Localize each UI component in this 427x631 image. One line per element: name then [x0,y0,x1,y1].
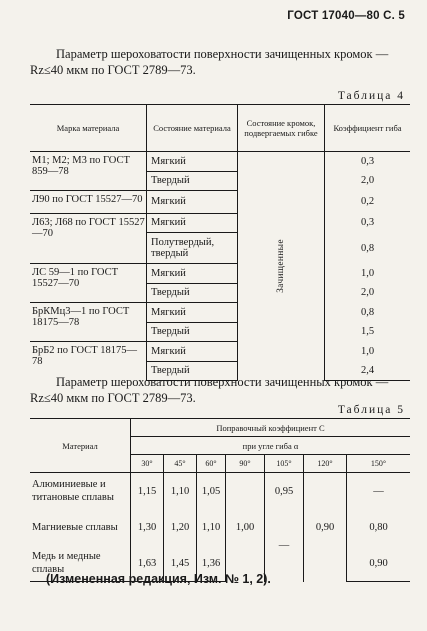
coefficient-cell: 1,5 [325,322,411,342]
value-cell: 0,95 [265,473,304,510]
state-cell: Твердый [147,361,238,381]
coefficient-cell: 2,4 [325,361,411,381]
material-cell: Алюминиевые и титановые сплавы [32,479,114,503]
header-correction-coefficient: Поправочный коэффициент C [131,419,411,437]
edge-state-cell [238,152,325,381]
state-cell: Твердый [147,283,238,303]
table5-caption: Таблица 5 [337,404,405,416]
material-cell: БрБ2 по ГОСТ 18175—78 [30,342,147,381]
value-cell: 1,05 [197,473,226,510]
state-cell: Твердый [147,322,238,342]
header-angle: 105° [265,455,304,473]
header-coefficient: Коэффициент гиба [325,105,411,152]
paragraph-line: Rz≤40 мкм по ГОСТ 2789—73. [30,391,196,405]
table-5 [30,418,410,582]
value-cell: 1,10 [164,473,197,510]
value-cell-90: 1,00 [226,473,265,582]
state-cell: Полутвердый, твердый [147,233,238,264]
state-cell: Твердый [147,171,238,191]
roughness-paragraph-1 [30,46,409,78]
coefficient-cell: 0,2 [325,191,411,214]
value-cell: 1,63 [131,545,164,582]
value-cell: 1,36 [197,545,226,582]
value-cell: — [265,509,304,582]
value-cell: 1,20 [164,509,197,545]
table-4 [30,104,410,381]
edge-state-label: Зачищенные [276,239,286,294]
state-cell: Мягкий [147,213,238,233]
value-cell-120: 0,90 [304,473,347,582]
state-cell: Мягкий [147,342,238,362]
paragraph-line: Параметр шероховатости поверхности зачищенных кромок — [56,375,389,389]
value-cell: 1,10 [197,509,226,545]
coefficient-cell: 1,0 [325,342,411,362]
state-cell: Мягкий [147,264,238,284]
value-cell: 1,15 [131,473,164,510]
paragraph-line: Rz≤40 мкм по ГОСТ 2789—73. [30,63,196,77]
header-angle: 120° [304,455,347,473]
material-cell: Л63; Л68 по ГОСТ 15527—70 [30,213,147,264]
page-header: ГОСТ 17040—80 С. 5 [287,10,405,22]
state-cell: Мягкий [147,152,238,172]
header-angle: 60° [197,455,226,473]
coefficient-cell: 0,8 [325,233,411,264]
coefficient-cell: 2,0 [325,283,411,303]
header-material: Марка материала [30,105,147,152]
coefficient-cell: 2,0 [325,171,411,191]
material-cell: Л90 по ГОСТ 15527—70 [30,191,147,214]
value-cell: — [347,473,411,510]
coefficient-cell: 1,0 [325,264,411,284]
paragraph-line: Параметр шероховатости поверхности зачищенных кромок — [56,47,389,61]
header-angle: 90° [226,455,265,473]
coefficient-cell: 0,3 [325,213,411,233]
roughness-paragraph-2 [30,374,409,406]
header-angle: 30° [131,455,164,473]
coefficient-cell: 0,8 [325,303,411,323]
material-cell: Медь и медные сплавы [30,545,131,582]
header-material: Материал [30,419,131,473]
header-edge-state: Состояние кромок, подвергаемых гибке [238,105,325,152]
value-cell: 1,45 [164,545,197,582]
amendment-note: (Измененная редакция, Изм. № 1, 2). [46,572,271,586]
header-bend-angle: при угле гиба α [131,437,411,455]
value-cell: 1,30 [131,509,164,545]
table4-caption: Таблица 4 [337,90,405,102]
header-angle: 150° [347,455,411,473]
coefficient-cell: 0,3 [325,152,411,172]
value-cell: 0,80 [347,509,411,545]
header-state: Состояние материала [147,105,238,152]
material-cell: БрКМц3—1 по ГОСТ 18175—78 [30,303,147,342]
state-cell: Мягкий [147,191,238,214]
material-cell: ЛС 59—1 по ГОСТ 15527—70 [30,264,147,303]
material-cell: Магниевые сплавы [32,521,118,533]
state-cell: Мягкий [147,303,238,323]
value-cell: 0,90 [347,545,411,582]
material-cell: М1; М2; М3 по ГОСТ 859—78 [30,152,147,191]
header-angle: 45° [164,455,197,473]
